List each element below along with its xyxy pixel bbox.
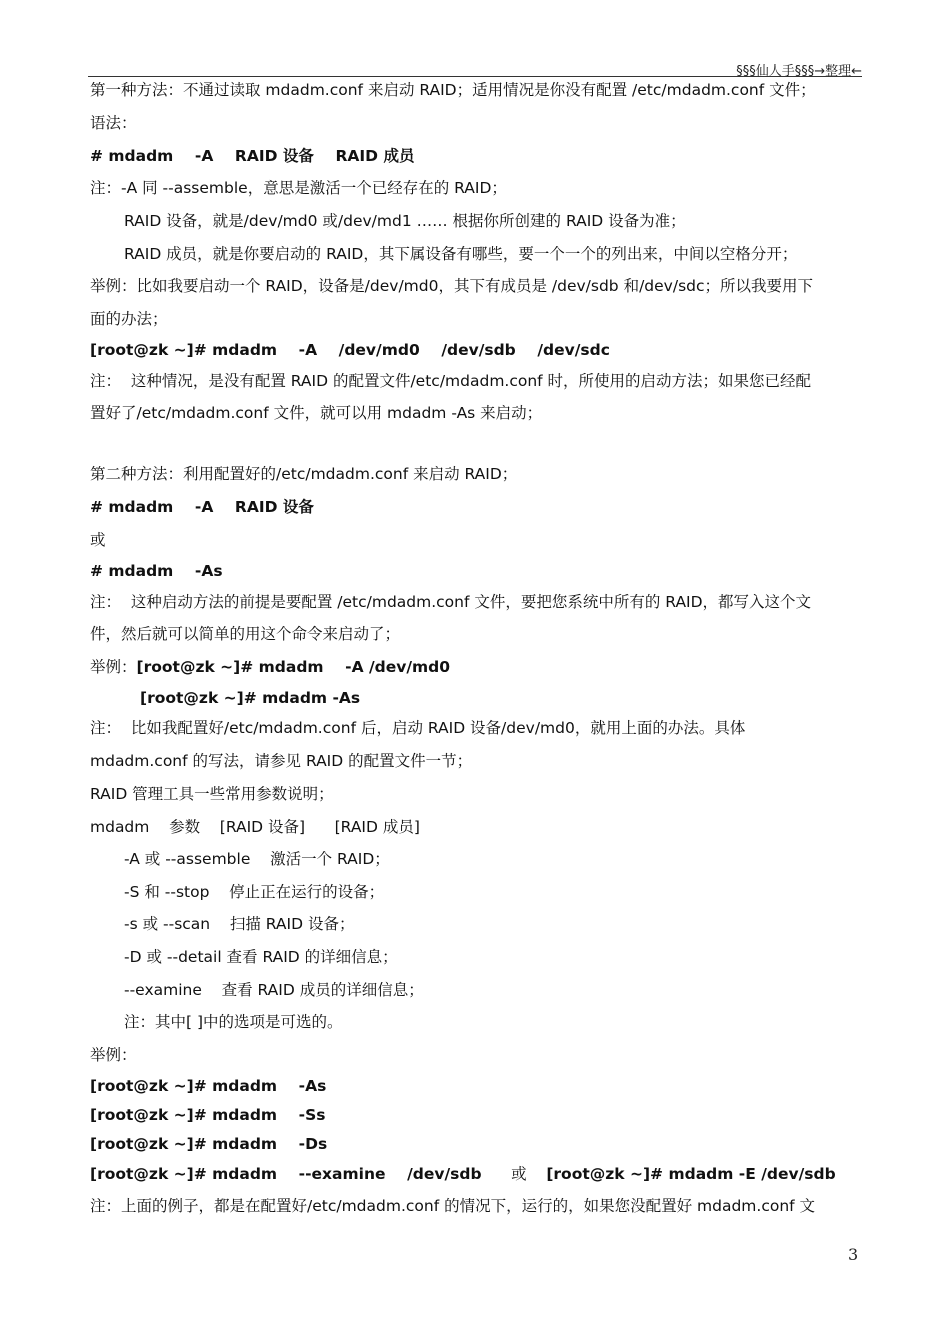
text-line <box>90 784 334 804</box>
header-rule <box>88 76 862 77</box>
text-line <box>124 980 424 1000</box>
text-line <box>90 592 811 612</box>
text-line <box>90 718 745 738</box>
text-line <box>90 178 507 198</box>
line-text: # mdadm -As <box>90 562 223 580</box>
line-text: [root@zk ~]# mdadm --examine /dev/sdb <box>90 1165 482 1183</box>
line-text: 第一种方法：不通过读取 mdadm.conf 来启动 RAID；适用情况是你没有配置 /etc/mdadm.conf 文件； <box>90 81 816 99</box>
line-text: 注：-A 同 --assemble，意思是激活一个已经存在的 RAID； <box>90 179 507 197</box>
line-command: [root@zk ~]# mdadm -E /dev/sdb <box>546 1165 836 1183</box>
text-line <box>90 80 816 100</box>
text-line <box>90 497 314 517</box>
line-text: 注：上面的例子，都是在配置好/etc/mdadm.conf 的情况下，运行的，如果您没配置好 mdadm.conf 文 <box>90 1197 816 1215</box>
line-text: -A 或 --assemble 激活一个 RAID； <box>124 850 390 868</box>
text-line <box>90 1045 137 1065</box>
text-line <box>124 211 686 231</box>
text-line <box>90 1134 327 1154</box>
line-text: 举例： <box>90 658 137 676</box>
text-line <box>90 530 106 550</box>
text-line <box>90 146 414 166</box>
text-line <box>90 276 813 296</box>
text-line <box>90 113 137 133</box>
text-line <box>90 1076 326 1096</box>
text-line <box>90 1164 836 1184</box>
line-text: mdadm.conf 的写法，请参见 RAID 的配置文件一节； <box>90 752 473 770</box>
line-text: -S 和 --stop 停止正在运行的设备； <box>124 883 385 901</box>
line-text: 举例：比如我要启动一个 RAID，设备是/dev/md0，其下有成员是 /dev/sdb 和/dev/sdc；所以我要用下 <box>90 277 814 295</box>
text-line <box>90 751 472 771</box>
line-text: 举例： <box>90 1046 137 1064</box>
text-line <box>124 244 797 264</box>
line-separator: 或 <box>481 1165 547 1183</box>
line-text: -s 或 --scan 扫描 RAID 设备； <box>124 915 355 933</box>
page-number: 3 <box>848 1245 859 1264</box>
text-line <box>124 947 398 967</box>
line-text: RAID 成员，就是你要启动的 RAID，其下属设备有哪些，要一个一个的列出来，中间以空格分开； <box>124 245 798 263</box>
line-text: 件，然后就可以简单的用这个命令来启动了； <box>90 625 401 643</box>
line-text: --examine 查看 RAID 成员的详细信息； <box>124 981 424 999</box>
text-line <box>90 561 223 581</box>
line-text: 第二种方法：利用配置好的/etc/mdadm.conf 来启动 RAID； <box>90 465 518 483</box>
text-line <box>90 403 542 423</box>
line-text: # mdadm -A RAID 设备 <box>90 498 314 516</box>
line-text: [root@zk ~]# mdadm -Ds <box>90 1135 328 1153</box>
page-header: §§§仙人手§§§→整理← <box>736 64 862 79</box>
line-text: [root@zk ~]# mdadm -As <box>90 1077 327 1095</box>
text-line <box>124 1012 343 1032</box>
line-text: 注： 这种启动方法的前提是要配置 /etc/mdadm.conf 文件，要把您系统中所有的 RAID，都写入这个文 <box>90 593 812 611</box>
text-line <box>90 340 610 360</box>
text-line <box>90 657 450 677</box>
line-text: [root@zk ~]# mdadm -A /dev/md0 /dev/sdb /dev/sdc <box>90 341 610 359</box>
line-text: [root@zk ~]# mdadm -As <box>140 689 361 707</box>
line-text: -D 或 --detail 查看 RAID 的详细信息； <box>124 948 398 966</box>
line-text: 注： 比如我配置好/etc/mdadm.conf 后，启动 RAID 设备/dev/md0，就用上面的办法。具体 <box>90 719 746 737</box>
line-text: RAID 管理工具一些常用参数说明； <box>90 785 334 803</box>
line-text: 注： 这种情况，是没有配置 RAID 的配置文件/etc/mdadm.conf 时，所使用的启动方法；如果您已经配 <box>90 372 812 390</box>
line-text: # mdadm -A RAID 设备 RAID 成员 <box>90 147 415 165</box>
text-line <box>90 464 517 484</box>
line-text: 置好了/etc/mdadm.conf 文件，就可以用 mdadm -As 来启动； <box>90 404 543 422</box>
text-line <box>90 309 168 329</box>
line-command: [root@zk ~]# mdadm -A /dev/md0 <box>136 658 451 676</box>
text-line <box>124 914 354 934</box>
line-text: RAID 设备，就是/dev/md0 或/dev/md1 …… 根据你所创建的 RAID 设备为准； <box>124 212 686 230</box>
text-line <box>90 1105 325 1125</box>
text-line <box>90 1196 815 1216</box>
text-line <box>124 882 384 902</box>
line-text: 面的办法； <box>90 310 168 328</box>
text-line <box>90 371 811 391</box>
text-line <box>90 817 420 837</box>
line-text: 注：其中[ ]中的选项是可选的。 <box>124 1013 343 1031</box>
line-text: 语法： <box>90 114 137 132</box>
line-text: [root@zk ~]# mdadm -Ss <box>90 1106 326 1124</box>
text-line <box>124 849 390 869</box>
line-text: mdadm 参数 [RAID 设备] [RAID 成员] <box>90 818 420 836</box>
line-text: 或 <box>90 531 106 549</box>
text-line <box>140 688 360 708</box>
text-line <box>90 624 400 644</box>
